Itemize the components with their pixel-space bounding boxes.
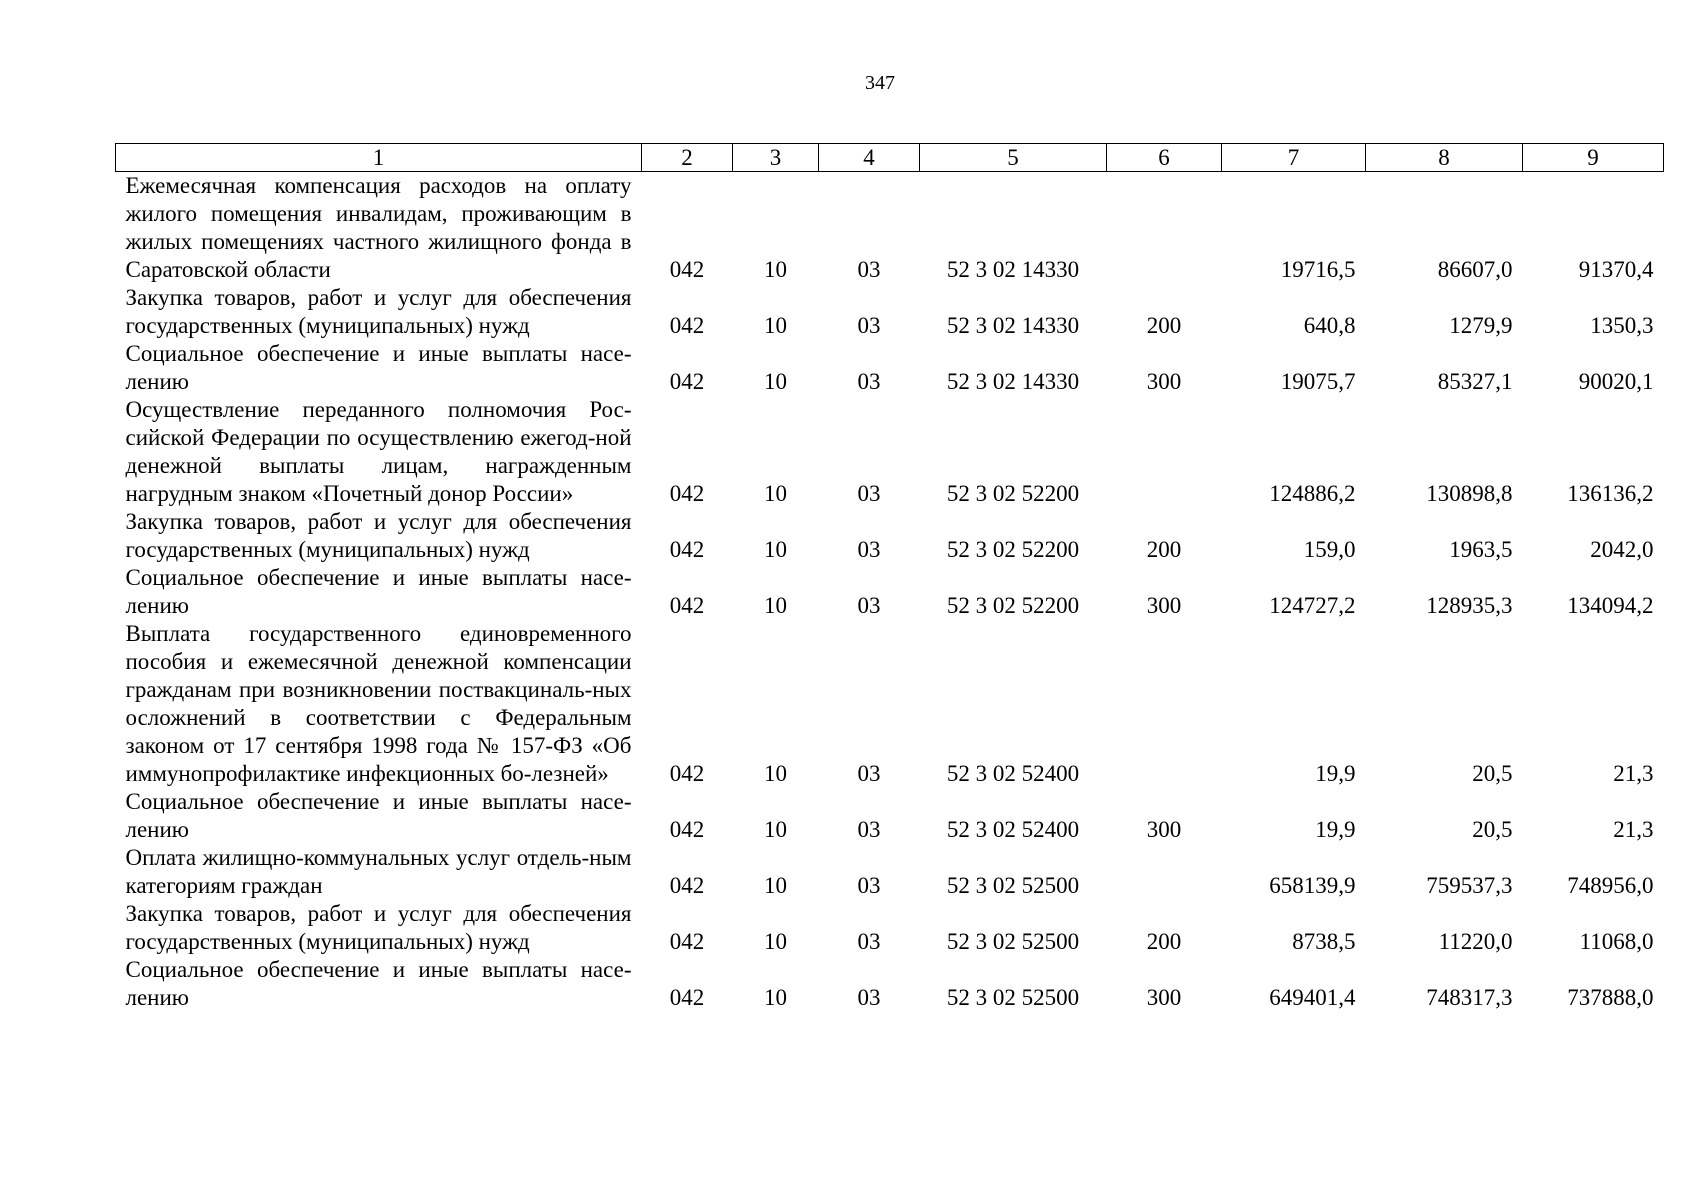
cell-amount-col7: 159,0: [1303, 537, 1356, 562]
row-name: Социальное обеспечение и иные выплаты насе-лению: [125, 565, 632, 618]
cell-amount-col9: 2042,0: [1590, 537, 1654, 562]
cell-ministry-code: 042: [669, 817, 705, 842]
cell-expense-type: [1107, 172, 1222, 285]
column-header: 1: [116, 144, 642, 172]
table-row: [116, 172, 1664, 285]
cell-amount-col8: 1279,9: [1449, 313, 1513, 338]
row-name: Оплата жилищно-коммунальных услуг отдель-ным категориям граждан: [125, 845, 632, 898]
cell-ministry-code: 042: [669, 929, 705, 954]
cell-amount-col8: 759537,3: [1426, 873, 1513, 898]
cell-section: 10: [764, 537, 787, 562]
cell-ministry-code: 042: [669, 593, 705, 618]
table-row: [116, 564, 1664, 620]
cell-section: 10: [764, 873, 787, 898]
cell-amount-col9: 748956,0: [1567, 873, 1654, 898]
row-name: Социальное обеспечение и иные выплаты насе-лению: [125, 341, 632, 394]
cell-subsection: 03: [857, 481, 881, 506]
cell-amount-col7: 19,9: [1315, 817, 1356, 842]
column-header: 9: [1523, 144, 1664, 172]
row-name: Закупка товаров, работ и услуг для обеспечения государственных (муниципальных) нужд: [125, 285, 632, 338]
cell-subsection: 03: [857, 761, 881, 786]
cell-target-article: 52 3 02 14330: [946, 313, 1080, 338]
cell-section: 10: [764, 481, 787, 506]
row-name: Осуществление переданного полномочия Рос-сийской Федерации по осуществлению ежегод-ной денежной выплаты лицам, награжденным нагрудным знаком «Почетный донор России»: [125, 397, 632, 506]
cell-amount-col9: 90020,1: [1578, 369, 1654, 394]
row-name: Социальное обеспечение и иные выплаты насе-лению: [125, 957, 632, 1010]
cell-target-article: 52 3 02 52500: [946, 985, 1080, 1010]
cell-subsection: 03: [857, 537, 881, 562]
table-row: [116, 900, 1664, 956]
cell-subsection: 03: [857, 257, 881, 282]
cell-target-article: 52 3 02 52400: [946, 817, 1080, 842]
row-name: Закупка товаров, работ и услуг для обеспечения государственных (муниципальных) нужд: [125, 901, 632, 954]
cell-ministry-code: 042: [669, 985, 705, 1010]
column-header: 7: [1222, 144, 1366, 172]
cell-amount-col7: 19,9: [1315, 761, 1356, 786]
cell-amount-col7: 124886,2: [1269, 481, 1356, 506]
cell-expense-type: 300: [1146, 369, 1182, 394]
cell-target-article: 52 3 02 52500: [946, 873, 1080, 898]
table-row: [116, 340, 1664, 396]
cell-expense-type: 200: [1146, 313, 1182, 338]
cell-section: 10: [764, 593, 787, 618]
cell-section: 10: [764, 985, 787, 1010]
table-row: [116, 788, 1664, 844]
cell-amount-col8: 86607,0: [1437, 257, 1513, 282]
cell-amount-col7: 8738,5: [1292, 929, 1356, 954]
table-header: [116, 144, 1664, 172]
cell-section: 10: [764, 313, 787, 338]
cell-ministry-code: 042: [669, 313, 705, 338]
row-name: Выплата государственного единовременного пособия и ежемесячной денежной компенсации гражданам при возникновении поствакциналь-ных осложнений в соответствии с Федеральным законом от 17 сентября 1998 года № 157-ФЗ «Об иммунопрофилактике инфекционных бо-лезней»: [125, 621, 632, 786]
column-header: 5: [920, 144, 1107, 172]
cell-ministry-code: 042: [669, 369, 705, 394]
cell-ministry-code: 042: [669, 537, 705, 562]
cell-amount-col9: 737888,0: [1567, 985, 1654, 1010]
cell-subsection: 03: [857, 985, 881, 1010]
cell-amount-col8: 130898,8: [1426, 481, 1513, 506]
cell-expense-type: 200: [1146, 929, 1182, 954]
table-row: [116, 956, 1664, 1012]
cell-amount-col8: 85327,1: [1437, 369, 1513, 394]
cell-amount-col9: 134094,2: [1567, 593, 1654, 618]
budget-table: [115, 143, 1664, 1012]
row-name: Закупка товаров, работ и услуг для обеспечения государственных (муниципальных) нужд: [125, 509, 632, 562]
cell-amount-col8: 11220,0: [1438, 929, 1513, 954]
cell-section: 10: [764, 817, 787, 842]
table-body: [116, 172, 1664, 1013]
table-row: [116, 284, 1664, 340]
cell-target-article: 52 3 02 52200: [946, 593, 1080, 618]
cell-amount-col9: 21,3: [1613, 761, 1654, 786]
cell-subsection: 03: [857, 313, 881, 338]
cell-subsection: 03: [857, 817, 881, 842]
cell-amount-col8: 20,5: [1472, 761, 1513, 786]
table-row: [116, 844, 1664, 900]
cell-target-article: 52 3 02 52200: [946, 537, 1080, 562]
cell-target-article: 52 3 02 52200: [946, 481, 1080, 506]
cell-target-article: 52 3 02 14330: [946, 369, 1080, 394]
cell-amount-col8: 20,5: [1472, 817, 1513, 842]
column-header: 2: [642, 144, 733, 172]
cell-subsection: 03: [857, 593, 881, 618]
cell-target-article: 52 3 02 52500: [946, 929, 1080, 954]
cell-amount-col9: 21,3: [1613, 817, 1654, 842]
cell-subsection: 03: [857, 369, 881, 394]
cell-expense-type: 300: [1146, 817, 1182, 842]
cell-target-article: 52 3 02 14330: [946, 257, 1080, 282]
row-name: Социальное обеспечение и иные выплаты насе-лению: [125, 789, 632, 842]
cell-amount-col7: 640,8: [1303, 313, 1356, 338]
cell-expense-type: [1107, 844, 1222, 900]
row-name: Ежемесячная компенсация расходов на оплату жилого помещения инвалидам, проживающим в жилых помещениях частного жилищного фонда в Саратовской области: [125, 173, 632, 282]
cell-amount-col9: 1350,3: [1590, 313, 1654, 338]
cell-amount-col9: 136136,2: [1567, 481, 1654, 506]
cell-section: 10: [764, 257, 787, 282]
cell-ministry-code: 042: [669, 481, 705, 506]
cell-section: 10: [764, 761, 787, 786]
cell-expense-type: [1107, 620, 1222, 788]
column-header: 6: [1107, 144, 1222, 172]
cell-expense-type: 300: [1146, 985, 1182, 1010]
cell-amount-col8: 1963,5: [1449, 537, 1513, 562]
table-row: [116, 620, 1664, 788]
cell-target-article: 52 3 02 52400: [946, 761, 1080, 786]
cell-subsection: 03: [857, 873, 881, 898]
cell-ministry-code: 042: [669, 873, 705, 898]
cell-expense-type: 200: [1146, 537, 1182, 562]
page-number: 347: [865, 72, 895, 94]
column-header: 4: [819, 144, 920, 172]
cell-ministry-code: 042: [669, 257, 705, 282]
cell-ministry-code: 042: [669, 761, 705, 786]
cell-amount-col8: 748317,3: [1426, 985, 1513, 1010]
cell-section: 10: [764, 369, 787, 394]
table-row: [116, 396, 1664, 508]
cell-amount-col8: 128935,3: [1426, 593, 1513, 618]
cell-amount-col7: 124727,2: [1269, 593, 1356, 618]
cell-section: 10: [764, 929, 787, 954]
cell-expense-type: 300: [1146, 593, 1182, 618]
column-header: 8: [1366, 144, 1523, 172]
column-number-row: [116, 144, 1664, 172]
cell-amount-col7: 19075,7: [1280, 369, 1356, 394]
cell-amount-col7: 19716,5: [1280, 257, 1356, 282]
column-header: 3: [733, 144, 819, 172]
table-row: [116, 508, 1664, 564]
cell-amount-col9: 11068,0: [1579, 929, 1654, 954]
cell-subsection: 03: [857, 929, 881, 954]
cell-amount-col7: 649401,4: [1269, 985, 1356, 1010]
cell-expense-type: [1107, 396, 1222, 508]
cell-amount-col7: 658139,9: [1269, 873, 1356, 898]
cell-amount-col9: 91370,4: [1578, 257, 1654, 282]
